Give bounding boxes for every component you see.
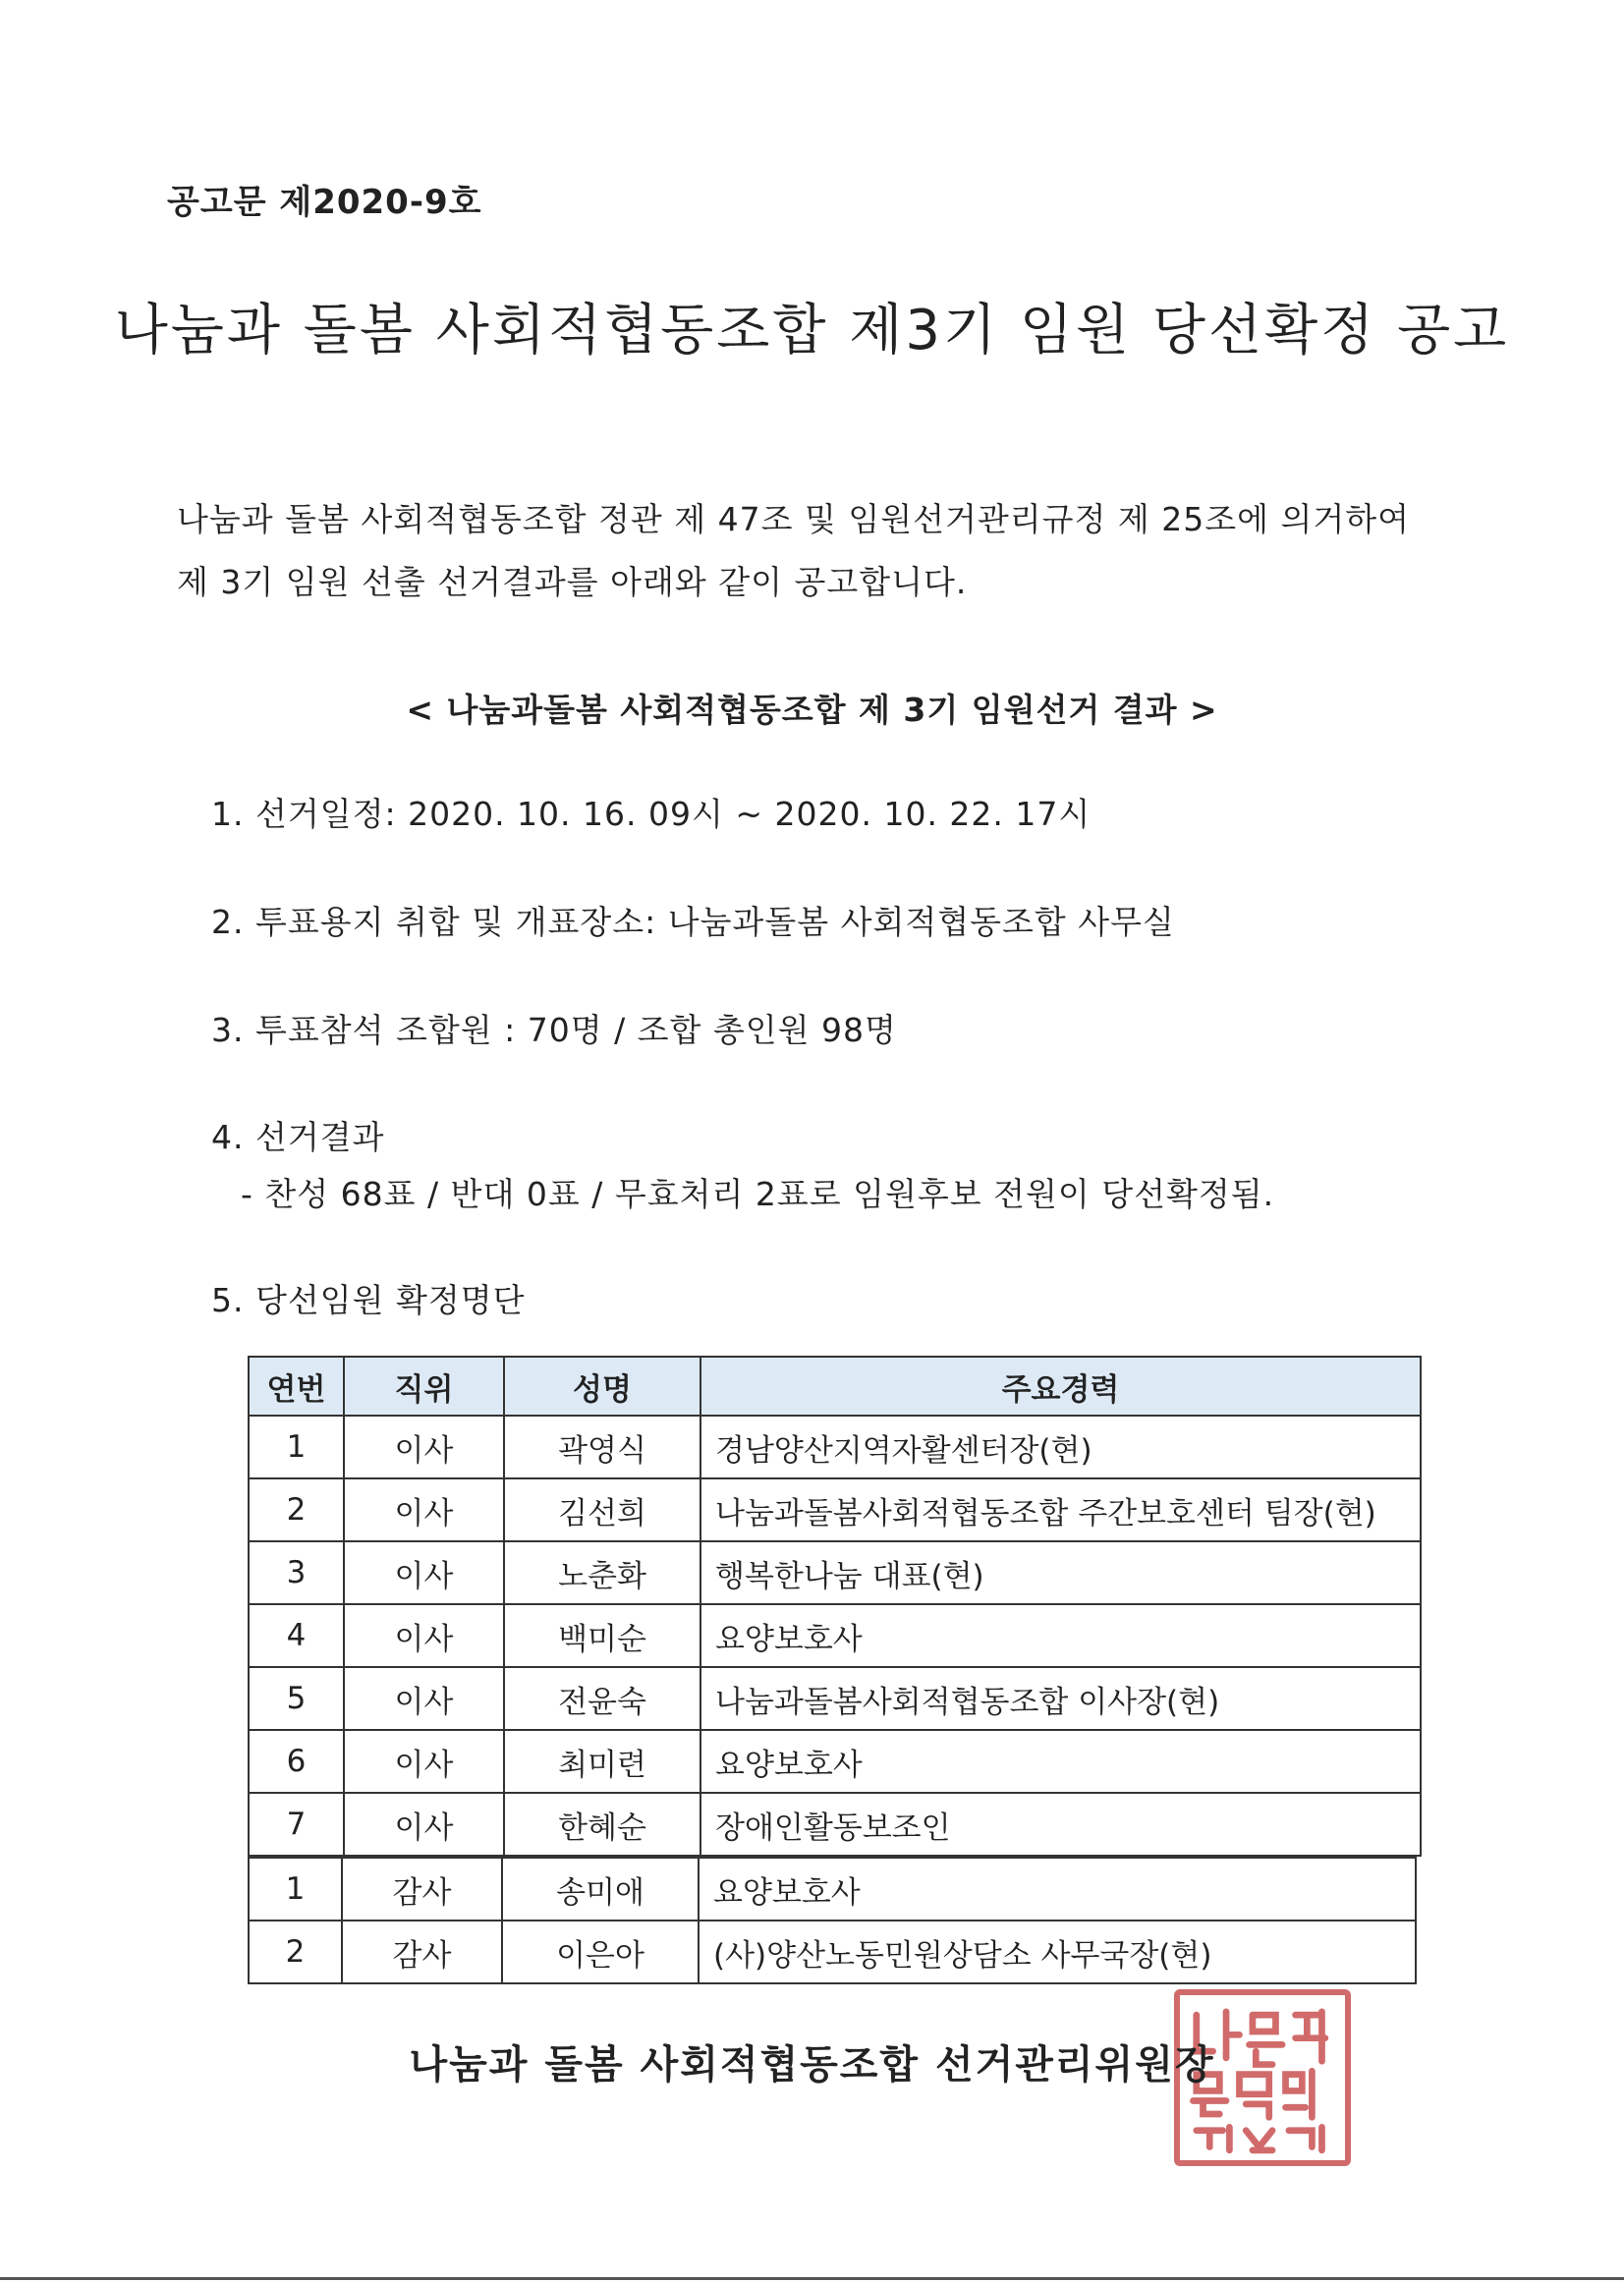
table-row (249, 1541, 1421, 1604)
header-name: 성명 (504, 1357, 700, 1416)
section-heading: < 나눔과돌봄 사회적협동조합 제 3기 임원선거 결과 > (406, 691, 1218, 729)
intro-line-1: 나눔과 돌봄 사회적협동조합 정관 제 47조 및 임원선거관리규정 제 25조에 의거하여 (177, 500, 1410, 538)
cell-no: 4 (249, 1604, 344, 1667)
cell-career: 요양보호사 (700, 1604, 1421, 1667)
cell-position: 이사 (344, 1667, 504, 1730)
cell-position: 이사 (344, 1793, 504, 1856)
table-row (249, 1604, 1421, 1667)
header-career: 주요경력 (700, 1357, 1421, 1416)
cell-no: 5 (249, 1667, 344, 1730)
cell-name: 노춘화 (504, 1541, 700, 1604)
cell-no: 1 (249, 1416, 344, 1478)
cell-career: 나눔과돌봄사회적협동조합 주간보호센터 팀장(현) (700, 1478, 1421, 1541)
table-row (249, 1416, 1421, 1478)
auditor-table (248, 1857, 1417, 1984)
cell-position: 이사 (344, 1604, 504, 1667)
item-roster: 5. 당선임원 확정명단 (211, 1281, 526, 1319)
cell-career: 나눔과돌봄사회적협동조합 이사장(현) (700, 1667, 1421, 1730)
cell-no: 7 (249, 1793, 344, 1856)
officer-table (248, 1356, 1422, 1857)
cell-position: 이사 (344, 1416, 504, 1478)
cell-career: 경남양산지역자활센터장(현) (700, 1416, 1421, 1478)
item-result-detail: - 찬성 68표 / 반대 0표 / 무효처리 2표로 임원후보 전원이 당선확정됨. (241, 1175, 1275, 1213)
cell-no: 6 (249, 1730, 344, 1793)
document-number: 공고문 제2020-9호 (167, 183, 482, 222)
cell-name: 최미련 (504, 1730, 700, 1793)
table-row (249, 1921, 1416, 1983)
cell-no: 3 (249, 1541, 344, 1604)
header-position: 직위 (344, 1357, 504, 1416)
cell-career: 요양보호사 (700, 1730, 1421, 1793)
cell-no: 1 (249, 1858, 342, 1921)
cell-position: 이사 (344, 1478, 504, 1541)
header-no: 연번 (249, 1357, 344, 1416)
page-bottom-edge (0, 2277, 1624, 2280)
issuer-signature-line: 나눔과 돌봄 사회적협동조합 선거관리위원장 (409, 2042, 1215, 2088)
cell-position: 감사 (342, 1858, 502, 1921)
cell-no: 2 (249, 1921, 342, 1983)
intro-line-2: 제 3기 임원 선출 선거결과를 아래와 같이 공고합니다. (177, 563, 968, 601)
item-attendance: 3. 투표참석 조합원 : 70명 / 조합 총인원 98명 (211, 1011, 897, 1049)
table-row (249, 1793, 1421, 1856)
cell-position: 이사 (344, 1730, 504, 1793)
cell-position: 이사 (344, 1541, 504, 1604)
document-title: 나눔과 돌봄 사회적협동조합 제3기 임원 당선확정 공고 (114, 299, 1510, 362)
cell-name: 백미순 (504, 1604, 700, 1667)
cell-name: 이은아 (502, 1921, 699, 1983)
cell-no: 2 (249, 1478, 344, 1541)
cell-career: (사)양산노동민원상담소 사무국장(현) (699, 1921, 1416, 1983)
cell-name: 곽영식 (504, 1416, 700, 1478)
item-venue: 2. 투표용지 취합 및 개표장소: 나눔과돌봄 사회적협동조합 사무실 (211, 903, 1175, 941)
cell-position: 감사 (342, 1921, 502, 1983)
cell-name: 한혜순 (504, 1793, 700, 1856)
cell-career: 장애인활동보조인 (700, 1793, 1421, 1856)
table-header-row (249, 1357, 1421, 1416)
item-schedule: 1. 선거일정: 2020. 10. 16. 09시 ~ 2020. 10. 22. 17시 (211, 795, 1092, 833)
table-row (249, 1730, 1421, 1793)
item-result: 4. 선거결과 (211, 1118, 385, 1156)
table-row (249, 1478, 1421, 1541)
cell-career: 요양보호사 (699, 1858, 1416, 1921)
cell-name: 전윤숙 (504, 1667, 700, 1730)
cell-name: 송미애 (502, 1858, 699, 1921)
table-row (249, 1667, 1421, 1730)
table-row (249, 1858, 1416, 1921)
cell-name: 김선희 (504, 1478, 700, 1541)
cell-career: 행복한나눔 대표(현) (700, 1541, 1421, 1604)
